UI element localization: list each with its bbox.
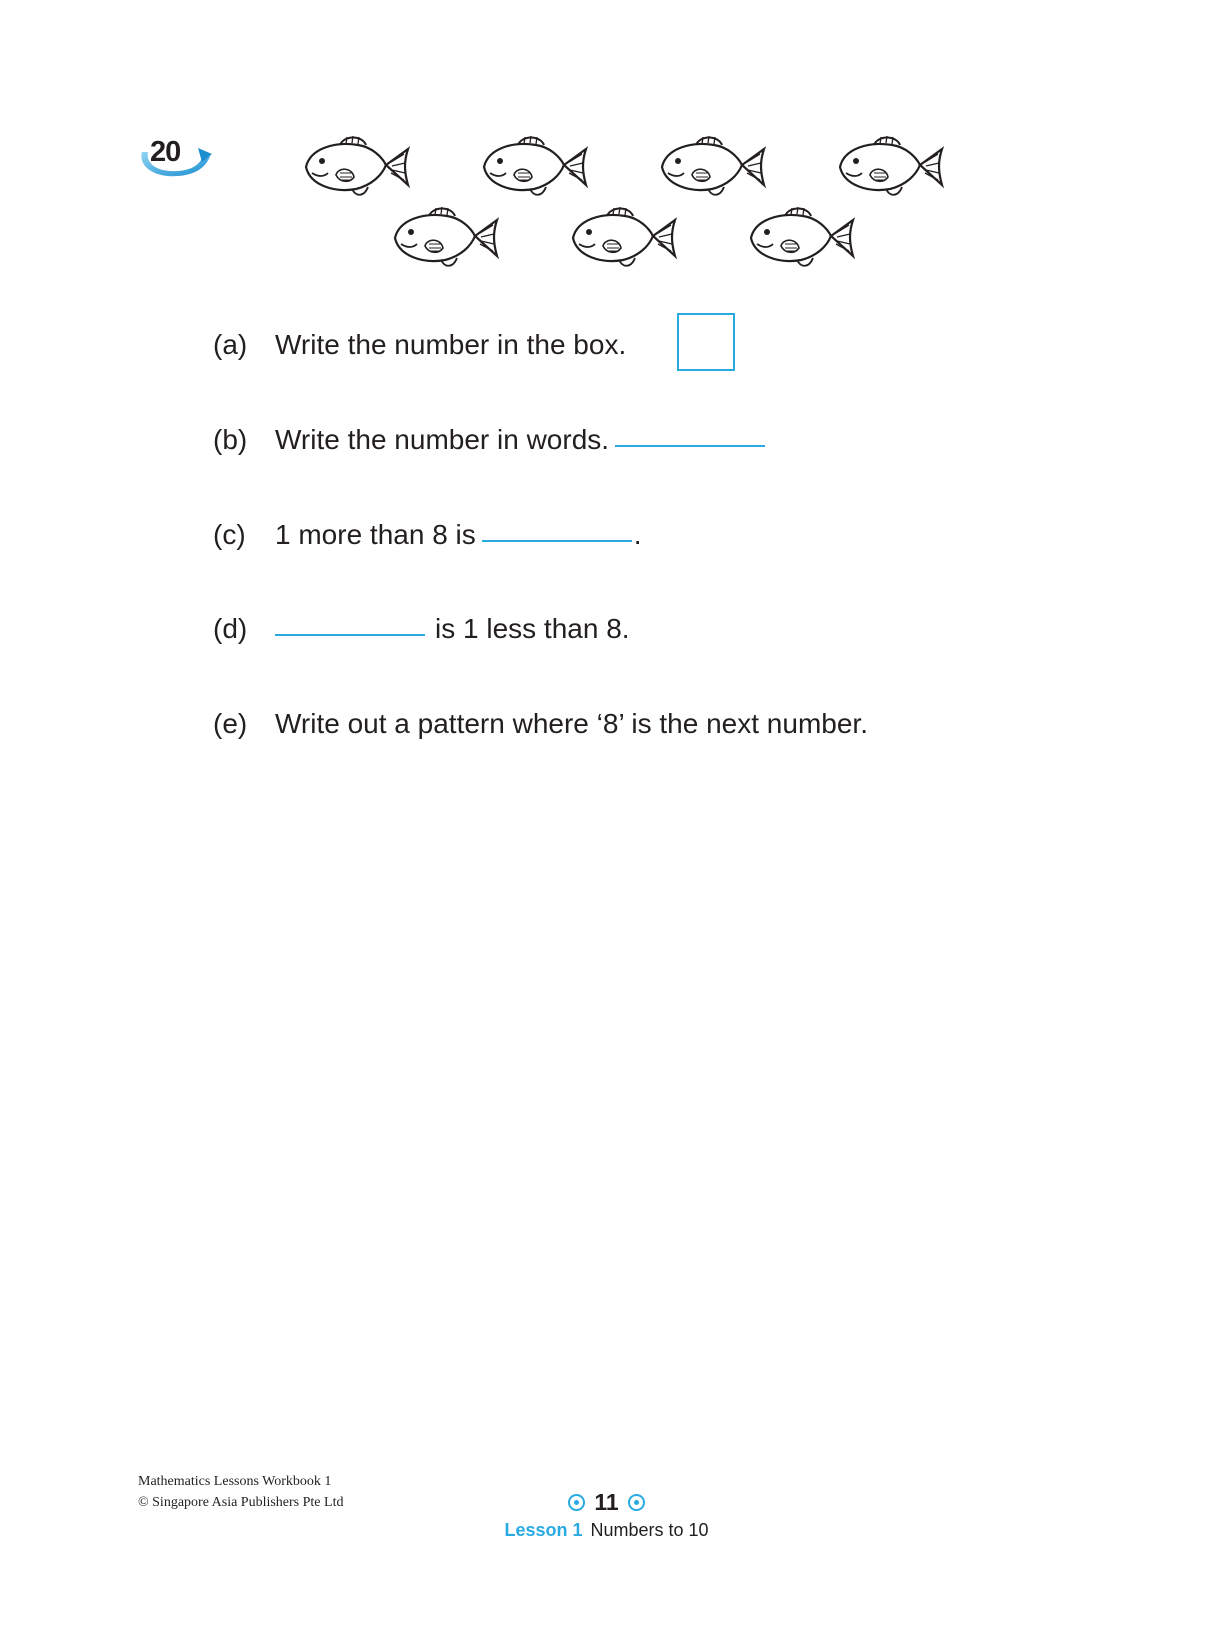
question-e xyxy=(213,707,868,741)
answer-blank[interactable] xyxy=(615,445,765,447)
question-label: (b) xyxy=(213,424,248,455)
question-text: Write the number in the box. xyxy=(275,329,627,360)
question-text: 1 more than 8 is xyxy=(275,519,476,550)
answer-blank[interactable] xyxy=(275,634,425,636)
target-icon xyxy=(628,1494,645,1511)
copyright: © Singapore Asia Publishers Pte Ltd xyxy=(138,1495,344,1510)
question-text-end: . xyxy=(633,519,642,550)
question-c xyxy=(213,518,642,552)
question-label: (d) xyxy=(213,613,248,644)
question-number: 20 xyxy=(150,136,181,168)
fish-icon xyxy=(745,206,857,268)
question-d xyxy=(213,612,630,646)
answer-blank[interactable] xyxy=(482,540,632,542)
question-b xyxy=(213,423,767,457)
page-number: 11 xyxy=(594,1489,619,1515)
page-number-row xyxy=(0,1489,1213,1516)
book-title: Mathematics Lessons Workbook 1 xyxy=(138,1474,332,1489)
question-label: (a) xyxy=(213,329,248,360)
fish-icon xyxy=(478,135,590,197)
fish-icon xyxy=(300,135,412,197)
answer-box[interactable] xyxy=(677,313,735,371)
question-text: Write out a pattern where ‘8’ is the next number. xyxy=(275,708,868,739)
fish-icon xyxy=(656,135,768,197)
question-number-badge xyxy=(136,132,216,182)
fish-icon xyxy=(834,135,946,197)
question-label: (e) xyxy=(213,708,248,739)
fish-icon xyxy=(567,206,679,268)
lesson-footer xyxy=(0,1520,1213,1541)
target-icon xyxy=(568,1494,585,1511)
question-label: (c) xyxy=(213,519,246,550)
question-a xyxy=(213,328,626,362)
question-text: is 1 less than 8. xyxy=(435,613,630,644)
lesson-title: Numbers to 10 xyxy=(590,1520,709,1540)
fish-icon xyxy=(389,206,501,268)
lesson-label: Lesson 1 xyxy=(504,1520,583,1540)
question-text: Write the number in words. xyxy=(275,424,610,455)
